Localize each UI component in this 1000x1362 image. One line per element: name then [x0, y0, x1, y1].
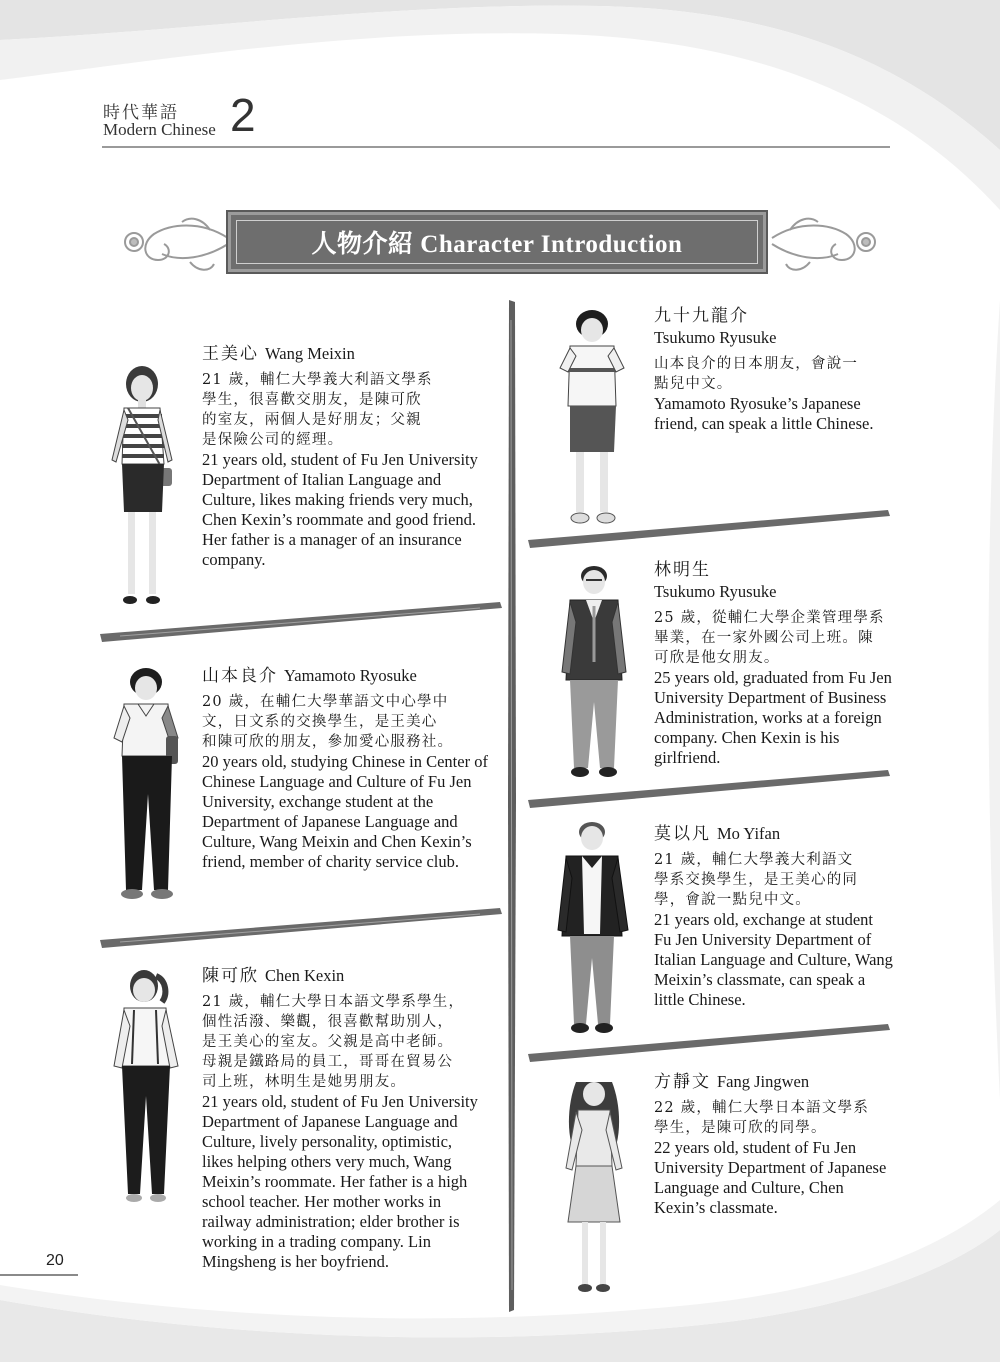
description-en: 21 years old, exchange at student Fu Jen University Department of Italian Language and Culture, Wang Meixin’s classmate, can speak a little Chinese.	[654, 910, 893, 1009]
description-en: 22 years old, student of Fu Jen University Department of Japanese Language and Culture, Chen Kexin’s classmate.	[654, 1138, 887, 1217]
book-title-en: Modern Chinese	[103, 120, 216, 139]
character-chen-kexin	[202, 966, 502, 1272]
name-en: Chen Kexin	[265, 966, 345, 985]
brush-divider-2	[100, 902, 502, 950]
vertical-brush-divider	[505, 300, 519, 1314]
description-zh: 25 歲，從輔仁大學企業管理學系 畢業，在一家外國公司上班。陳 可欣是他女朋友。	[654, 610, 885, 666]
name-zh: 方靜文	[654, 1072, 711, 1092]
name-en: Mo Yifan	[717, 824, 781, 843]
description-zh: 21 歲，輔仁大學日本語文學系學生， 個性活潑、樂觀，很喜歡幫助別人， 是王美心的室友。父親是高中老師。 母親是鐵路局的員工，哥哥在貿易公 司上班，林明生是她男朋友。	[202, 994, 465, 1090]
description-en: 25 years old, graduated from Fu Jen University Department of Business Administration, works at a foreign company. Chen Kexin is his girlfriend.	[654, 668, 892, 767]
description-en: Yamamoto Ryosuke’s Japanese friend, can speak a little Chinese.	[654, 394, 874, 433]
yamamoto-ryosuke-illustration	[108, 664, 186, 908]
character-yamamoto-ryosuke	[202, 666, 492, 872]
lin-mingsheng-illustration	[558, 562, 632, 784]
name-en: Wang Meixin	[265, 344, 355, 363]
character-name	[202, 966, 502, 986]
mo-yifan-illustration	[556, 818, 630, 1040]
name-zh: 林明生	[654, 560, 711, 580]
tsukumo-ryusuke-illustration	[556, 306, 630, 528]
name-zh: 王美心	[202, 344, 259, 364]
name-en: Tsukumo Ryusuke	[654, 328, 777, 347]
character-name	[654, 824, 894, 844]
name-en: Fang Jingwen	[717, 1072, 810, 1091]
name-zh: 山本良介	[202, 666, 278, 686]
name-en: Tsukumo Ryusuke	[654, 582, 777, 601]
character-tsukumo-ryusuke	[654, 306, 894, 434]
page-number-rule	[0, 1274, 78, 1276]
character-wang-meixin	[202, 344, 492, 570]
description-zh: 山本良介的日本朋友，會說一 點兒中文。	[654, 356, 859, 392]
book-title-zh: 時代華語	[103, 103, 179, 122]
description-en: 21 years old, student of Fu Jen University Department of Japanese Language and Culture, lively personality, optimistic, likes helping others very much, Wang Meixin’s roommate. Her father is a high school teacher. Her mother works in railway administration; elder brother is working in a trading company. Lin Mingsheng is her boyfriend.	[202, 1092, 478, 1271]
name-zh: 莫以凡	[654, 824, 711, 844]
book-number: 2	[230, 89, 256, 141]
name-zh: 陳可欣	[202, 966, 259, 986]
character-fang-jingwen	[654, 1072, 894, 1218]
description-zh: 22 歲，輔仁大學日本語文學系 學生，是陳可欣的同學。	[654, 1100, 870, 1136]
fang-jingwen-illustration	[560, 1072, 628, 1296]
name-zh: 九十九龍介	[654, 306, 749, 326]
character-name	[654, 306, 894, 348]
character-lin-mingsheng	[654, 560, 894, 768]
character-name	[654, 1072, 894, 1092]
wang-meixin-illustration	[106, 364, 182, 608]
character-name	[202, 666, 492, 686]
banner	[228, 212, 766, 272]
chen-kexin-illustration	[110, 966, 184, 1210]
character-mo-yifan	[654, 824, 894, 1010]
description-en: 21 years old, student of Fu Jen University Department of Italian Language and Culture, likes making friends very much, Chen Kexin’s roommate and good friend. Her father is a manager of an insurance company.	[202, 450, 478, 569]
header-rule	[102, 146, 890, 148]
name-en: Yamamoto Ryosuke	[284, 666, 417, 685]
character-name	[654, 560, 894, 602]
description-zh: 21 歲，輔仁大學義大利語文 學系交換學生，是王美心的同 學，會說一點兒中文。	[654, 852, 859, 908]
page-number: 20	[46, 1252, 64, 1269]
description-zh: 21 歲，輔仁大學義大利語文學系 學生，很喜歡交朋友，是陳可欣 的室友，兩個人是好朋友；父親 是保險公司的經理。	[202, 372, 433, 448]
description-en: 20 years old, studying Chinese in Center of Chinese Language and Culture of Fu Jen University, exchange student at the Department of Japanese Language and Culture, Wang Meixin and Chen Kexin’s friend, member of charity service club.	[202, 752, 488, 871]
character-name	[202, 344, 492, 364]
description-zh: 20 歲，在輔仁大學華語文中心學中 文，日文系的交換學生，是王美心 和陳可欣的朋友，參加愛心服務社。	[202, 694, 454, 750]
banner-title: 人物介紹 Character Introduction	[311, 231, 683, 258]
